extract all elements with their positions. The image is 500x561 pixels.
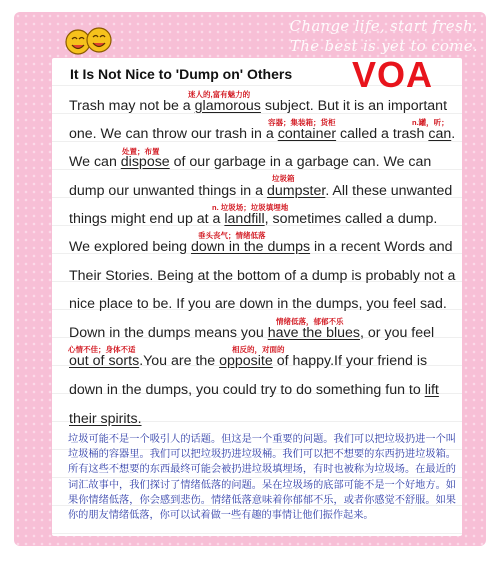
slogan-line-1: Change life, start fresh. — [289, 17, 478, 35]
line-text: of our garbage in a garbage can. We can — [169, 154, 432, 170]
vocab-term: dispose — [120, 154, 170, 170]
line-text: , or you feel — [360, 325, 435, 341]
article-title: It Is Not Nice to 'Dump on' Others — [70, 66, 293, 82]
vocab-term: container — [277, 126, 337, 142]
line-text: nice place to be. If you are down in the dumps, you feel sad. — [69, 296, 447, 312]
annotation-opposite: 相反的，对面的 — [232, 345, 285, 354]
line-text: . All these unwanted — [325, 183, 453, 199]
vocab-term: out of sorts — [69, 353, 140, 369]
line-text: . — [451, 126, 456, 142]
line-text: things might end up at a — [69, 211, 225, 227]
vocab-term: have the blues — [267, 325, 361, 341]
voa-logo: VOA — [352, 54, 434, 95]
line-text: Their Stories. Being at the bottom of a dump is probably not a — [69, 268, 456, 284]
annotation-have-the-blues: 情绪低落，郁郁不乐 — [276, 317, 344, 326]
vocab-term: their spirits. — [69, 411, 142, 427]
line-text: subject. But it is an important — [260, 98, 448, 114]
vocab-term: landfill — [224, 211, 265, 227]
line-text: one. We can throw our trash in a — [69, 126, 278, 142]
slogan — [290, 16, 478, 56]
annotation-container: 容器；集装箱；货柜 — [268, 118, 336, 127]
chinese-translation: 垃圾可能不是一个吸引人的话题。但这是一个重要的问题。我们可以把垃圾扔进一个叫垃圾桶的容器里。我们可以把垃圾扔进垃圾桶。我们可以把不想要的东西扔进垃圾箱。所有这些不想要的东西最终可能会被扔进垃圾填埋场，有时也被称为垃圾场。在最近的词汇故事中，我们探讨了情绪低落的问题。呆在垃圾场的底部可能不是一个好地方。如果你情绪低落，你会感到悲伤。情绪低落意味着你郁郁不乐，或者你感觉不舒服。如果你的朋友情绪低落，你可以试着做一些有趣的事情让他们振作起来。 — [68, 434, 456, 522]
article-line — [69, 182, 452, 200]
annotation-down-in-the-dumps: 垂头丧气；情绪低落 — [198, 231, 266, 240]
line-text: of happy.If your friend is — [272, 353, 428, 369]
article-line — [69, 267, 455, 285]
line-text: down in the dumps, you could try to do something fun to — [69, 382, 425, 398]
line-text: We explored being — [69, 239, 191, 255]
vocab-term: dumpster — [266, 183, 326, 199]
line-text: We can — [69, 154, 121, 170]
smiley-faces-icon — [64, 24, 114, 58]
vocab-term: glamorous — [194, 98, 261, 114]
line-text: dump our unwanted things in a — [69, 183, 267, 199]
article-line — [69, 410, 142, 428]
article-line — [69, 381, 439, 399]
vocab-term: opposite — [219, 353, 273, 369]
annotation-glamorous: 迷人的,富有魅力的 — [188, 90, 251, 99]
line-text: .You are the — [139, 353, 220, 369]
article-line — [69, 295, 447, 313]
line-text: in a recent Words and — [310, 239, 453, 255]
slogan-line-2: The best is yet to come. — [289, 37, 478, 55]
line-text: , sometimes called a dump. — [264, 211, 438, 227]
annotation-out-of-sorts: 心情不佳；身体不适 — [68, 345, 136, 354]
line-text: Trash may not be a — [69, 98, 195, 114]
annotation-can: n.罐，听； — [412, 118, 449, 127]
line-text: called a trash — [336, 126, 429, 142]
vocab-term: can — [428, 126, 452, 142]
article-line — [69, 324, 434, 342]
article-line — [69, 97, 447, 115]
vocab-term: lift — [424, 382, 439, 398]
article-line — [69, 125, 455, 143]
line-text: Down in the dumps means you — [69, 325, 268, 341]
annotation-landfill: n. 垃圾场；垃圾填埋地 — [212, 203, 289, 212]
annotation-dispose: 处置；布置 — [122, 147, 160, 156]
annotation-dumpster: 垃圾箱 — [272, 174, 295, 183]
vocab-term: down in the dumps — [191, 239, 311, 255]
